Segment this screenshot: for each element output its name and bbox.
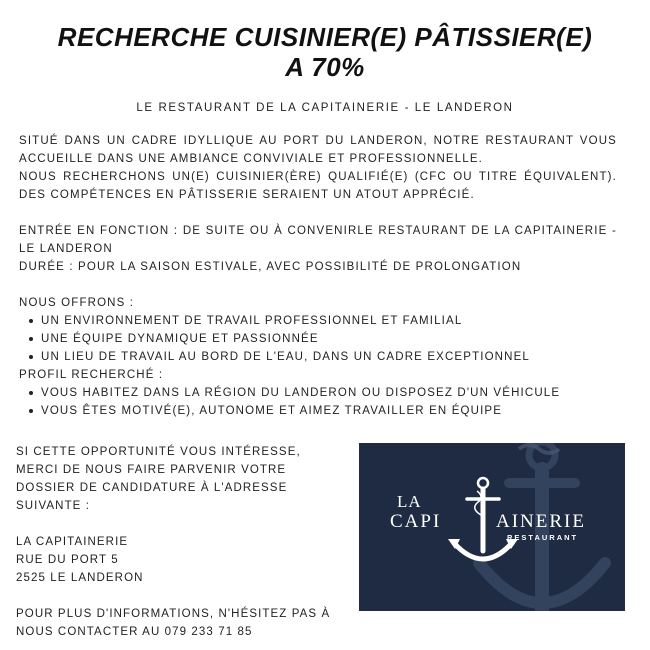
logo-word-ainerie: AINERIE xyxy=(496,511,586,532)
list-item: UN ENVIRONNEMENT DE TRAVAIL PROFESSIONNEL ET FAMILIAL xyxy=(29,312,617,330)
list-item: UNE ÉQUIPE DYNAMIQUE ET PASSIONNÉE xyxy=(29,330,617,348)
title-line-1: RECHERCHE CUISINIER(E) PÂTISSIER(E) xyxy=(57,22,593,52)
job-description xyxy=(19,132,617,420)
profile-list xyxy=(19,384,617,420)
list-item: UN LIEU DE TRAVAIL AU BORD DE L'EAU, DANS UN CADRE EXCEPTIONNEL xyxy=(29,348,617,366)
apply-text: SI CETTE OPPORTUNITÉ VOUS INTÉRESSE, MERCI DE NOUS FAIRE PARVENIR VOTRE DOSSIER DE CANDIDATURE À L'ADRESSE SUIVANTE : xyxy=(16,446,301,512)
page-title xyxy=(0,22,650,82)
address-street: RUE DU PORT 5 xyxy=(16,554,119,566)
address-city: 2525 LE LANDERON xyxy=(16,572,144,584)
intro-paragraph: SITUÉ DANS UN CADRE IDYLLIQUE AU PORT DU LANDERON, NOTRE RESTAURANT VOUS ACCUEILLE DANS UNE AMBIANCE CONVIVIALE ET PROFESSIONNELLE. xyxy=(19,135,617,165)
restaurant-subtitle: LE RESTAURANT DE LA CAPITAINERIE - LE LANDERON xyxy=(136,102,514,114)
anchor-icon xyxy=(359,443,625,611)
logo-word-capi: CAPI xyxy=(390,511,442,532)
profile-heading: PROFIL RECHERCHÉ : xyxy=(19,369,164,381)
list-item: VOUS HABITEZ DANS LA RÉGION DU LANDERON OU DISPOSEZ D'UN VÉHICULE xyxy=(29,384,617,402)
contact-section xyxy=(16,443,346,641)
logo-word-restaurant: RESTAURANT xyxy=(507,533,579,542)
info-text: POUR PLUS D'INFORMATIONS, N'HÉSITEZ PAS À NOUS CONTACTER AU 079 233 71 85 xyxy=(16,608,331,638)
duration-text: DURÉE : POUR LA SAISON ESTIVALE, AVEC POSSIBILITÉ DE PROLONGATION xyxy=(19,261,522,273)
requirement-paragraph: NOUS RECHERCHONS UN(E) CUISINIER(ÈRE) QUALIFIÉ(E) (CFC OU TITRE ÉQUIVALENT). DES COMPÉTENCES EN PÂTISSERIE SERAIENT UN ATOUT APPRÉCIÉ. xyxy=(19,171,617,201)
title-line-2: A 70% xyxy=(285,52,365,82)
offers-list xyxy=(19,312,617,366)
logo-word-la: LA xyxy=(397,492,422,511)
start-date-text: ENTRÉE EN FONCTION : DE SUITE OU À CONVENIRLE RESTAURANT DE LA CAPITAINERIE - LE LANDERON xyxy=(19,225,617,255)
address-name: LA CAPITAINERIE xyxy=(16,536,129,548)
restaurant-logo xyxy=(359,443,625,611)
offers-heading: NOUS OFFRONS : xyxy=(19,297,135,309)
list-item: VOUS ÊTES MOTIVÉ(E), AUTONOME ET AIMEZ TRAVAILLER EN ÉQUIPE xyxy=(29,402,617,420)
